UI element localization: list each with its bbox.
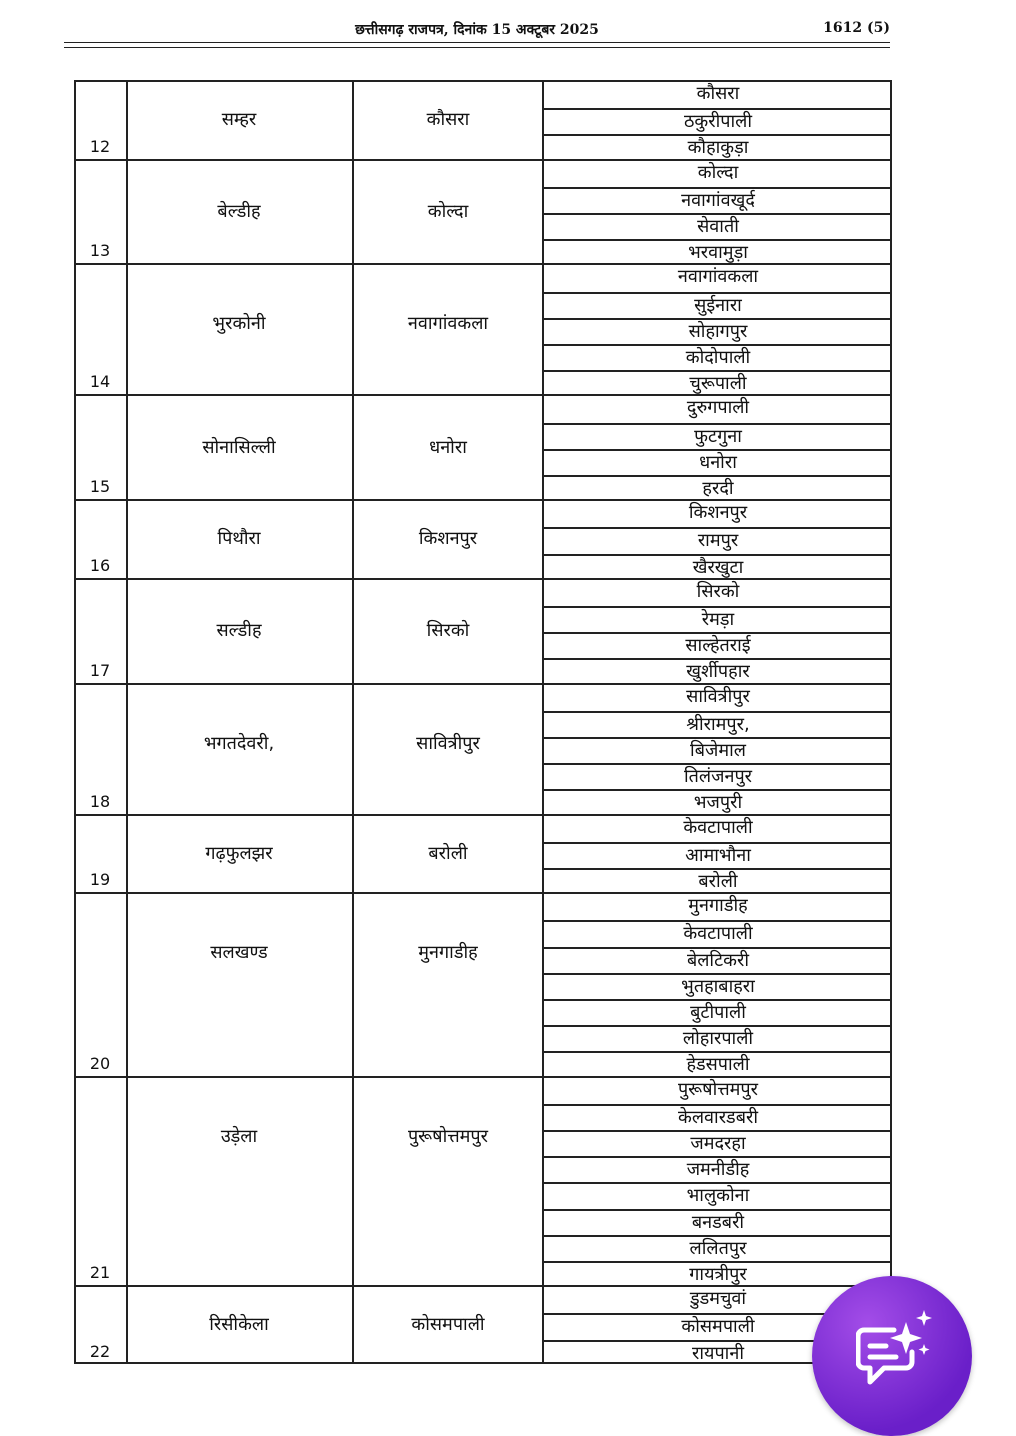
table-row bbox=[74, 578, 892, 683]
village-name: कौसरा bbox=[696, 83, 740, 104]
gazette-title: छत्तीसगढ़ राजपत्र, दिनांक 15 अक्टूबर 2025 bbox=[355, 22, 599, 38]
column-divider bbox=[126, 894, 128, 1075]
panchayat-name: सम्हर bbox=[221, 109, 257, 131]
village-name: केलवारडबरी bbox=[544, 1104, 892, 1130]
serial-number: 20 bbox=[89, 1053, 111, 1073]
village-name: फुटगुना bbox=[544, 423, 892, 449]
village-name: भालुकोना bbox=[544, 1182, 892, 1208]
village-list bbox=[544, 685, 892, 814]
village-name: कोसमपाली bbox=[544, 1313, 892, 1339]
village-name: बुटीपाली bbox=[544, 999, 892, 1025]
village-name: जमनीडीह bbox=[544, 1156, 892, 1182]
serial-number: 18 bbox=[89, 791, 111, 811]
table-row bbox=[74, 394, 892, 499]
panchayat-name: उड़ेला bbox=[220, 1125, 258, 1147]
column-divider bbox=[126, 1078, 128, 1286]
panchayat-name: रिसीकेला bbox=[209, 1314, 269, 1336]
serial-number: 17 bbox=[89, 660, 111, 680]
column-divider bbox=[352, 1078, 354, 1286]
village-name: तिलंजनपुर bbox=[544, 763, 892, 789]
village-name: बरोली bbox=[544, 868, 892, 894]
village-name: गायत्रीपुर bbox=[544, 1261, 892, 1287]
village-name: बेलटिकरी bbox=[544, 947, 892, 973]
village-name: श्रीरामपुर, bbox=[544, 711, 892, 737]
village-name: धनोरा bbox=[544, 449, 892, 475]
panchayat-name: सलखण्ड bbox=[210, 942, 268, 964]
village-name: हरदी bbox=[544, 475, 892, 501]
panchayat-name: सोनासिल्ली bbox=[202, 436, 276, 458]
panchayat-name: भुरकोनी bbox=[212, 313, 266, 335]
headquarter-name: कोसमपाली bbox=[411, 1314, 485, 1336]
table-row bbox=[74, 683, 892, 814]
table-row bbox=[74, 1076, 892, 1286]
page-header bbox=[64, 18, 890, 42]
headquarter-name: किशनपुर bbox=[418, 528, 478, 550]
village-list bbox=[544, 82, 892, 159]
village-list bbox=[544, 1078, 892, 1286]
village-list bbox=[544, 396, 892, 499]
village-name: सावित्रीपुर bbox=[686, 685, 750, 707]
serial-number: 21 bbox=[89, 1263, 111, 1283]
village-list bbox=[544, 265, 892, 394]
village-name: रेमड़ा bbox=[544, 606, 892, 632]
serial-number: 22 bbox=[89, 1341, 111, 1361]
table-row bbox=[74, 80, 892, 159]
village-name: भुतहाबाहरा bbox=[544, 973, 892, 999]
panchayat-table bbox=[74, 80, 892, 1388]
panchayat-name: बेल्डीह bbox=[217, 200, 261, 222]
serial-number: 12 bbox=[89, 136, 111, 156]
village-name: कौहाकुड़ा bbox=[544, 134, 892, 160]
panchayat-name: भगतदेवरी, bbox=[203, 732, 275, 754]
serial-number: 13 bbox=[89, 241, 111, 261]
village-name: दुरुगपाली bbox=[686, 397, 750, 419]
headquarter-name: नवागांवकला bbox=[407, 313, 489, 335]
headquarter-name: पुरूषोत्तमपुर bbox=[407, 1125, 489, 1147]
village-list bbox=[544, 580, 892, 683]
headquarter-name: सावित्रीपुर bbox=[416, 732, 480, 754]
village-name: भरवामुड़ा bbox=[544, 239, 892, 265]
village-list bbox=[544, 894, 892, 1075]
table-row bbox=[74, 892, 892, 1075]
village-name: केवटापाली bbox=[683, 816, 753, 838]
sparkle-chat-icon bbox=[856, 1308, 932, 1388]
table-row bbox=[74, 1285, 892, 1364]
village-name: मुनगाडीह bbox=[688, 895, 748, 917]
panchayat-name: गढ़फुलझर bbox=[205, 842, 273, 864]
village-name: हेडसपाली bbox=[544, 1051, 892, 1077]
table-row bbox=[74, 263, 892, 394]
ai-assistant-button[interactable] bbox=[812, 1276, 972, 1436]
village-name: किशनपुर bbox=[688, 502, 748, 524]
village-name: सेवाती bbox=[544, 213, 892, 239]
headquarter-name: मुनगाडीह bbox=[418, 942, 478, 964]
serial-number: 15 bbox=[89, 477, 111, 497]
village-name: साल्हेतराई bbox=[544, 632, 892, 658]
table-row bbox=[74, 814, 892, 893]
headquarter-name: कौसरा bbox=[426, 109, 470, 131]
serial-number: 16 bbox=[89, 555, 111, 575]
village-name: सोहागपुर bbox=[544, 318, 892, 344]
village-name: सुईनारा bbox=[544, 292, 892, 318]
village-list bbox=[544, 501, 892, 578]
headquarter-name: सिरको bbox=[426, 620, 470, 642]
village-name: बिजेमाल bbox=[544, 737, 892, 763]
village-name: लोहारपाली bbox=[544, 1025, 892, 1051]
village-name: डुडमचुवां bbox=[689, 1288, 747, 1310]
header-rule-bottom bbox=[64, 47, 890, 48]
village-name: रामपुर bbox=[544, 527, 892, 553]
village-name: नवागांवखूर्द bbox=[544, 187, 892, 213]
headquarter-name: बरोली bbox=[428, 842, 468, 864]
table-row bbox=[74, 499, 892, 578]
village-list bbox=[544, 816, 892, 893]
village-name: चुरूपाली bbox=[544, 370, 892, 396]
headquarter-name: कोल्दा bbox=[427, 200, 469, 222]
headquarter-name: धनोरा bbox=[429, 436, 467, 458]
village-name: आमाभौना bbox=[544, 842, 892, 868]
village-name: पुरूषोत्तमपुर bbox=[677, 1078, 759, 1100]
village-name: सिरको bbox=[696, 580, 740, 602]
village-name: भजपुरी bbox=[544, 789, 892, 815]
column-divider bbox=[74, 1078, 76, 1286]
column-divider bbox=[352, 894, 354, 1075]
village-name: खैरखुटा bbox=[544, 554, 892, 580]
serial-number: 19 bbox=[89, 870, 111, 890]
village-name: खुर्शीपहार bbox=[544, 658, 892, 684]
village-name: जमदरहा bbox=[544, 1130, 892, 1156]
village-name: बनडबरी bbox=[544, 1209, 892, 1235]
header-rule-top bbox=[64, 42, 890, 43]
serial-number: 14 bbox=[89, 372, 111, 392]
village-name: नवागांवकला bbox=[677, 266, 759, 288]
table-row bbox=[74, 159, 892, 264]
village-name: ठकुरीपाली bbox=[544, 108, 892, 134]
village-name: कोल्दा bbox=[697, 161, 739, 183]
village-name: कोदोपाली bbox=[544, 344, 892, 370]
village-list bbox=[544, 161, 892, 264]
column-divider bbox=[74, 894, 76, 1075]
panchayat-name: पिथौरा bbox=[217, 528, 261, 550]
village-name: रायपानी bbox=[544, 1340, 892, 1366]
page-number: 1612 (5) bbox=[823, 20, 890, 36]
village-name: ललितपुर bbox=[544, 1235, 892, 1261]
panchayat-name: सल्डीह bbox=[216, 620, 262, 642]
village-name: केवटापाली bbox=[544, 920, 892, 946]
